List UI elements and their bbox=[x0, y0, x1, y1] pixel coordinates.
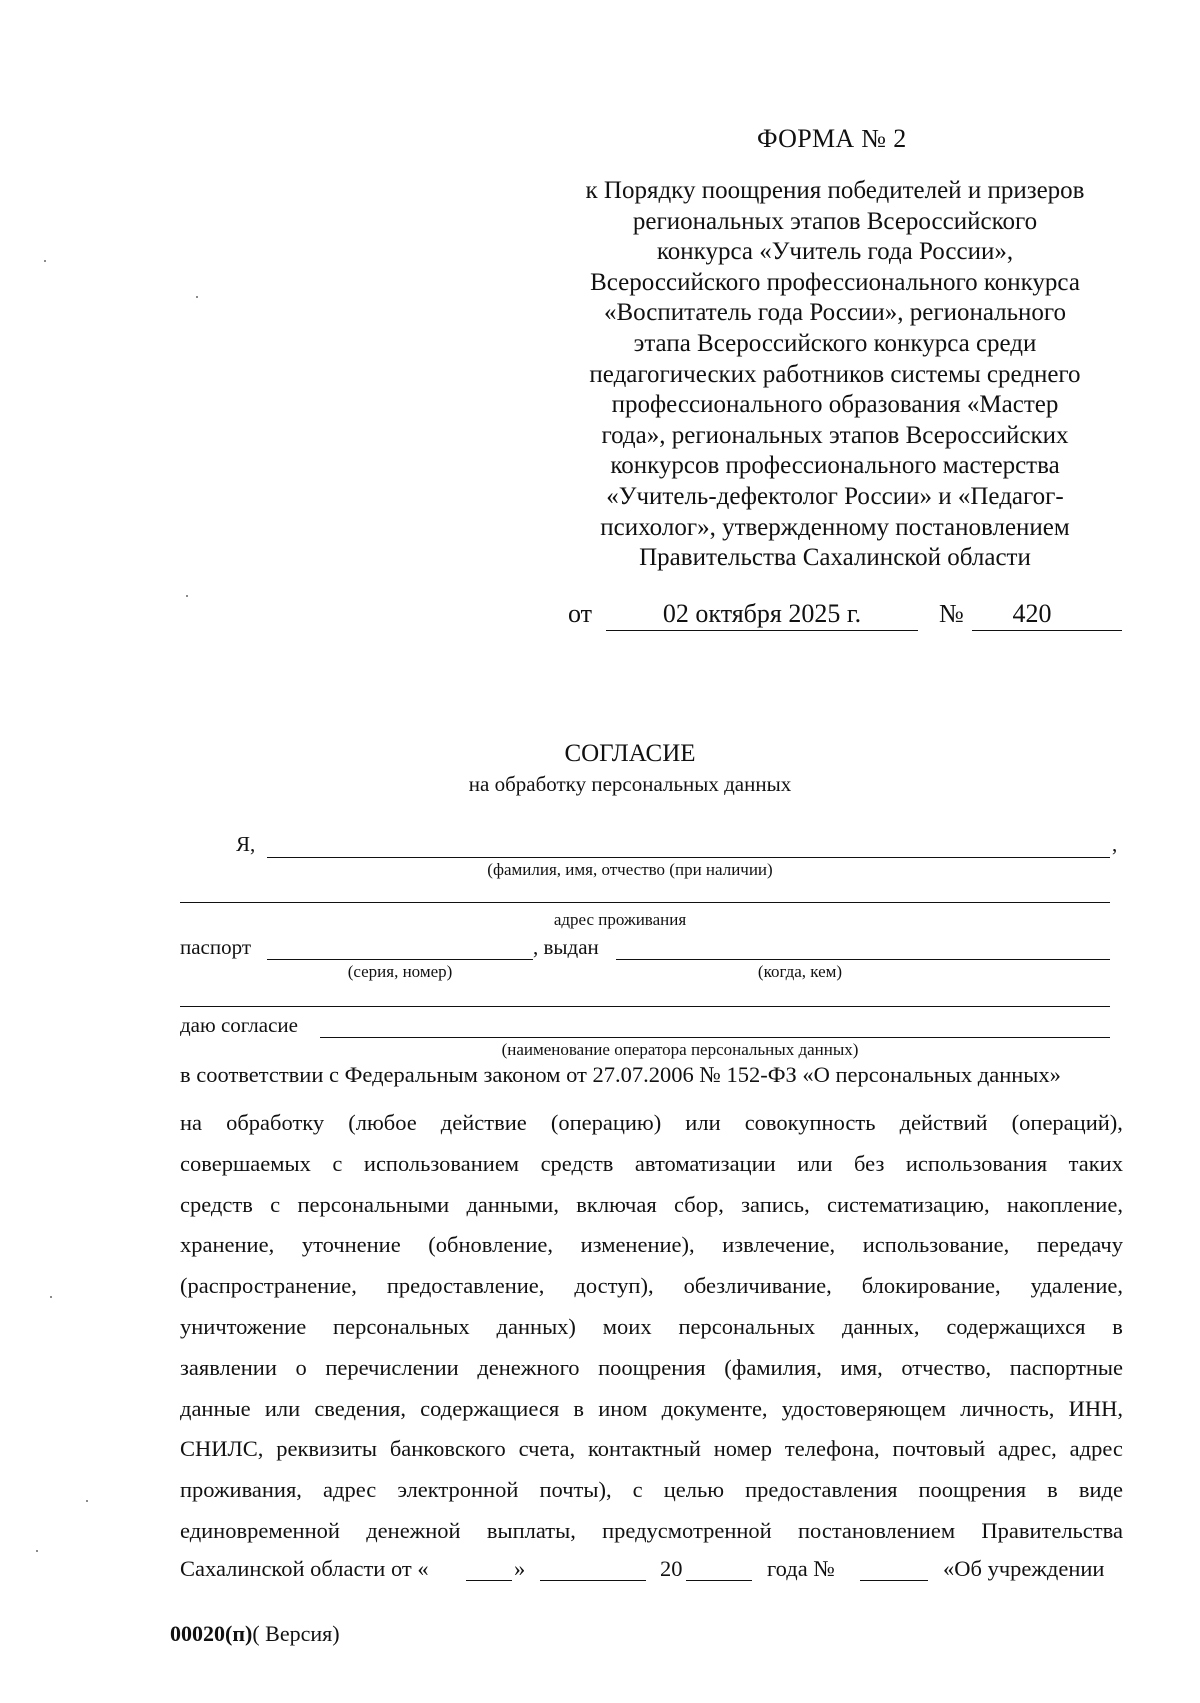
body-word: ином bbox=[598, 1395, 648, 1421]
body-word: действие bbox=[440, 1110, 527, 1135]
body-word: (обновление, bbox=[428, 1232, 553, 1258]
header-line: «Учитель-дефектолог России» и «Педагог- bbox=[606, 482, 1064, 510]
passport-continuation-line[interactable] bbox=[180, 1006, 1110, 1007]
scan-speck bbox=[36, 1550, 38, 1552]
body-word: с bbox=[332, 1150, 343, 1176]
body-word: доступ), bbox=[574, 1273, 654, 1299]
date-prefix: от bbox=[568, 599, 593, 628]
body-word: сведения, bbox=[314, 1395, 406, 1421]
body-word: в bbox=[1047, 1477, 1058, 1503]
header-approval-block bbox=[540, 176, 1130, 574]
body-line bbox=[180, 1511, 1123, 1552]
body-line-first: в соответствии с Федеральным законом от 27.07.2006 № 152-ФЗ «О персональных данных» bbox=[180, 1062, 1061, 1087]
body-word: данные bbox=[180, 1395, 251, 1421]
body-word: проживания, bbox=[180, 1477, 302, 1503]
body-word: обезличивание, bbox=[683, 1273, 832, 1299]
body-word: удостоверяющем bbox=[781, 1395, 947, 1421]
number-prefix: № bbox=[939, 599, 964, 628]
body-word: содержащихся bbox=[946, 1313, 1086, 1339]
body-word: включая bbox=[576, 1191, 657, 1217]
body-word: данных) bbox=[496, 1313, 576, 1339]
body-word: совокупность bbox=[744, 1110, 876, 1135]
header-line: «Воспитатель года России», регионального bbox=[603, 299, 1067, 327]
body-word: блокирование, bbox=[861, 1273, 1001, 1299]
body-word: документе, bbox=[661, 1395, 768, 1421]
body-word: почты), bbox=[539, 1477, 612, 1503]
body-word: содержащиеся bbox=[420, 1395, 560, 1421]
form-title: ФОРМА № 2 bbox=[757, 124, 907, 153]
body-word: в bbox=[573, 1395, 585, 1421]
body-word: паспортные bbox=[1009, 1354, 1123, 1380]
body-word: данных, bbox=[841, 1313, 920, 1339]
issued-label: , выдан bbox=[533, 935, 599, 959]
body-word: ИНН, bbox=[1068, 1395, 1123, 1421]
resolution-date-row bbox=[568, 599, 1128, 635]
footer-code-bold: 00020(п) bbox=[170, 1621, 253, 1646]
last-line-quote-close: » bbox=[514, 1556, 526, 1581]
body-line bbox=[180, 1185, 1123, 1226]
body-word: использование, bbox=[862, 1232, 1010, 1258]
body-line bbox=[180, 1348, 1123, 1389]
scan-speck bbox=[86, 1500, 88, 1502]
body-word: обработку bbox=[226, 1110, 325, 1135]
body-line bbox=[180, 1307, 1123, 1348]
body-word: электронной bbox=[397, 1477, 519, 1503]
body-word: перечислении bbox=[325, 1354, 459, 1380]
consent-subtitle: на обработку персональных данных bbox=[468, 772, 792, 796]
body-word: уточнение bbox=[301, 1232, 401, 1258]
body-word: передачу bbox=[1036, 1232, 1123, 1258]
body-word: с bbox=[632, 1477, 643, 1503]
body-word: систематизацию, bbox=[827, 1191, 990, 1217]
body-word: запись, bbox=[741, 1191, 810, 1217]
body-word: номер bbox=[713, 1436, 773, 1462]
body-word: почтовый bbox=[892, 1436, 986, 1462]
body-word: виде bbox=[1078, 1477, 1123, 1503]
body-word: удаление, bbox=[1030, 1273, 1123, 1299]
last-line-end: «Об учреждении bbox=[943, 1556, 1105, 1581]
body-word: моих bbox=[602, 1313, 652, 1339]
address-caption: адрес проживания bbox=[553, 910, 687, 929]
body-word: предоставление, bbox=[386, 1273, 545, 1299]
body-word: СНИЛС, bbox=[180, 1436, 264, 1462]
consent-title: СОГЛАСИЕ bbox=[564, 740, 696, 767]
header-line: педагогических работников системы среднего bbox=[589, 360, 1081, 388]
last-line-start: Сахалинской области от « bbox=[180, 1556, 429, 1581]
header-line: Всероссийского профессионального конкурса bbox=[590, 268, 1080, 296]
body-word: денежной bbox=[366, 1517, 461, 1543]
ya-comma: , bbox=[1112, 832, 1118, 856]
body-paragraph bbox=[180, 1103, 1123, 1552]
body-word: с bbox=[270, 1191, 281, 1217]
footer-code-rest: ( Версия) bbox=[252, 1621, 340, 1646]
last-line-year: года № bbox=[767, 1556, 835, 1581]
body-word: адрес bbox=[323, 1477, 377, 1503]
header-line: к Порядку поощрения победителей и призеров bbox=[585, 177, 1085, 204]
body-word: (любое bbox=[348, 1110, 417, 1135]
day-blank[interactable] bbox=[466, 1558, 512, 1581]
body-word: таких bbox=[1068, 1150, 1123, 1176]
body-word: адрес bbox=[1069, 1436, 1123, 1462]
body-word: использования bbox=[905, 1150, 1048, 1176]
body-word: целью bbox=[663, 1477, 725, 1503]
body-word: или bbox=[685, 1110, 721, 1135]
body-word: уничтожение bbox=[180, 1313, 307, 1339]
body-word: постановлением bbox=[797, 1517, 956, 1543]
fio-caption: (фамилия, имя, отчество (при наличии) bbox=[487, 860, 773, 879]
body-word: средств bbox=[540, 1150, 614, 1176]
body-word: (операцию) bbox=[550, 1110, 662, 1135]
body-word: действий bbox=[899, 1110, 988, 1135]
passport-series-input-line[interactable] bbox=[267, 959, 533, 960]
header-line: профессионального образования «Мастер bbox=[611, 391, 1059, 419]
body-word: автоматизации bbox=[634, 1150, 776, 1176]
body-word: телефона, bbox=[784, 1436, 880, 1462]
operator-input-line[interactable] bbox=[320, 1037, 1110, 1038]
body-word: отчество, bbox=[901, 1354, 992, 1380]
body-line bbox=[180, 1266, 1123, 1307]
body-word: (распространение, bbox=[180, 1273, 357, 1299]
footer-version-code bbox=[170, 1621, 340, 1647]
resolution-number-field bbox=[972, 599, 1122, 631]
year-blank[interactable] bbox=[686, 1558, 752, 1581]
header-line: года», региональных этапов Всероссийских bbox=[601, 421, 1069, 449]
body-word: хранение, bbox=[180, 1232, 275, 1258]
body-last-line bbox=[180, 1556, 1123, 1588]
body-word: персональных bbox=[333, 1313, 470, 1339]
scan-speck bbox=[196, 296, 198, 298]
month-blank[interactable] bbox=[540, 1558, 646, 1581]
last-line-20: 20 bbox=[660, 1556, 683, 1581]
body-word: предоставления bbox=[745, 1477, 898, 1503]
number-blank[interactable] bbox=[860, 1558, 928, 1581]
body-word: счета, bbox=[518, 1436, 576, 1462]
scan-speck bbox=[44, 260, 46, 262]
header-line: конкурсов профессионального мастерства bbox=[610, 452, 1060, 480]
body-word: поощрения bbox=[918, 1477, 1027, 1503]
body-line bbox=[180, 1470, 1123, 1511]
body-word: извлечение, bbox=[722, 1232, 836, 1258]
body-word: поощрения bbox=[598, 1354, 706, 1380]
body-word: (фамилия, bbox=[724, 1354, 822, 1380]
header-line: конкурса «Учитель года России», bbox=[656, 238, 1014, 266]
body-word: изменение), bbox=[580, 1232, 695, 1258]
give-consent-label: даю согласие bbox=[180, 1013, 298, 1037]
body-word: персональными bbox=[297, 1191, 450, 1217]
issued-caption: (когда, кем) bbox=[757, 962, 843, 981]
body-word: банковского bbox=[389, 1436, 506, 1462]
operator-caption: (наименование оператора персональных данных) bbox=[501, 1040, 859, 1059]
body-word: личность, bbox=[960, 1395, 1055, 1421]
body-word: денежного bbox=[477, 1354, 580, 1380]
body-line bbox=[180, 1103, 1123, 1144]
body-word: адрес, bbox=[997, 1436, 1057, 1462]
body-line bbox=[180, 1225, 1123, 1266]
resolution-number: 420 bbox=[1012, 599, 1052, 628]
body-word: без bbox=[854, 1150, 885, 1176]
body-word: контактный bbox=[588, 1436, 701, 1462]
body-word: заявлении bbox=[180, 1354, 277, 1380]
scan-speck bbox=[186, 595, 188, 597]
body-word: единовременной bbox=[180, 1517, 340, 1543]
body-word: персональных bbox=[678, 1313, 816, 1339]
body-word: имя, bbox=[840, 1354, 883, 1380]
body-word: в bbox=[1112, 1313, 1123, 1339]
body-line bbox=[180, 1429, 1123, 1470]
body-word: (операций), bbox=[1011, 1110, 1123, 1135]
header-line: региональных этапов Всероссийского bbox=[632, 207, 1038, 235]
resolution-date: 02 октября 2025 г. bbox=[606, 599, 918, 631]
body-word: накопление, bbox=[1006, 1191, 1123, 1217]
series-caption: (серия, номер) bbox=[347, 962, 453, 981]
body-word: на bbox=[180, 1110, 203, 1135]
body-word: данными, bbox=[466, 1191, 559, 1217]
scan-speck bbox=[50, 1296, 52, 1298]
header-line: этапа Всероссийского конкурса среди bbox=[633, 329, 1037, 357]
body-word: использованием bbox=[363, 1150, 520, 1176]
body-line bbox=[180, 1144, 1123, 1185]
passport-issued-input-line[interactable] bbox=[616, 959, 1110, 960]
body-word: средств bbox=[180, 1191, 253, 1217]
body-word: реквизиты bbox=[276, 1436, 377, 1462]
fio-input-line[interactable] bbox=[267, 857, 1110, 858]
address-input-line[interactable] bbox=[180, 902, 1110, 903]
body-word: совершаемых bbox=[180, 1150, 311, 1176]
body-word: сбор, bbox=[674, 1191, 724, 1217]
body-line bbox=[180, 1389, 1123, 1430]
body-word: Правительства bbox=[981, 1517, 1123, 1543]
body-word: предусмотренной bbox=[602, 1517, 772, 1543]
header-line: Правительства Сахалинской области bbox=[639, 544, 1031, 572]
body-word: или bbox=[797, 1150, 833, 1176]
ya-label: Я, bbox=[236, 832, 256, 856]
body-word: выплаты, bbox=[486, 1517, 576, 1543]
header-line: психолог», утвержденному постановлением bbox=[600, 513, 1070, 541]
body-word: или bbox=[264, 1395, 301, 1421]
body-word: о bbox=[295, 1354, 307, 1380]
passport-label: паспорт bbox=[180, 935, 252, 959]
